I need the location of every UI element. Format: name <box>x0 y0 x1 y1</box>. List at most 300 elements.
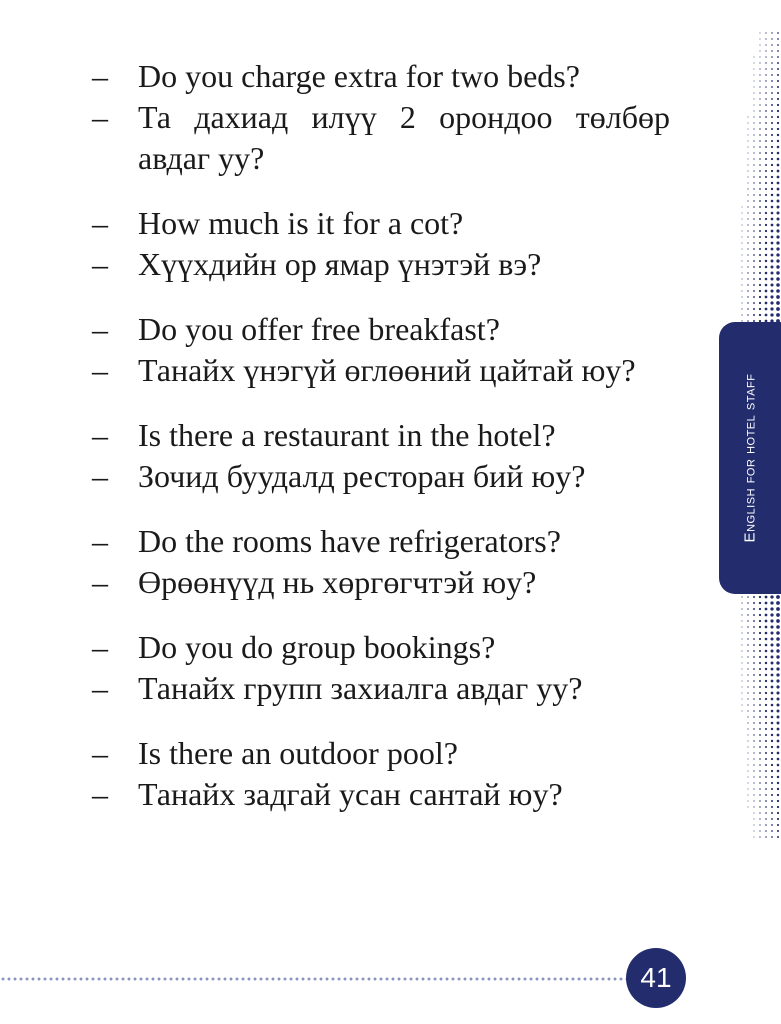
halftone-dot <box>765 722 767 724</box>
halftone-dot <box>771 140 773 142</box>
halftone-dot <box>747 650 748 651</box>
halftone-dot <box>765 302 768 305</box>
halftone-dot <box>765 710 767 712</box>
halftone-dot <box>765 122 767 124</box>
phrase-group <box>92 627 670 709</box>
halftone-dot <box>748 801 749 802</box>
halftone-dot <box>759 254 761 256</box>
halftone-dot <box>765 176 767 178</box>
halftone-dot <box>747 290 748 291</box>
halftone-dot <box>765 260 767 262</box>
halftone-dot <box>741 644 742 645</box>
halftone-dot <box>765 146 767 148</box>
phrase-group <box>92 56 670 179</box>
halftone-dot <box>765 284 768 287</box>
halftone-dot <box>765 602 768 605</box>
halftone-dot <box>759 806 760 807</box>
halftone-dot <box>741 296 742 297</box>
halftone-dot <box>754 57 755 58</box>
halftone-dot <box>753 266 755 268</box>
halftone-dot <box>771 668 774 671</box>
halftone-dot <box>771 260 774 263</box>
halftone-dot <box>776 655 779 658</box>
halftone-dot <box>747 752 748 753</box>
halftone-dot <box>765 770 767 772</box>
dash-bullet: – <box>92 670 108 706</box>
halftone-dot <box>759 194 761 196</box>
phrase-line-mongolian <box>92 97 670 179</box>
halftone-dot <box>759 176 761 178</box>
halftone-dot <box>771 722 774 725</box>
halftone-dot <box>759 266 761 268</box>
phrase-line-english <box>92 415 670 456</box>
halftone-dot <box>753 704 755 706</box>
side-tab-label: English for hotel staff <box>741 373 759 543</box>
halftone-dot <box>747 254 748 255</box>
dash-bullet: – <box>92 352 108 388</box>
halftone-dot <box>747 620 748 621</box>
halftone-dot <box>771 158 773 160</box>
halftone-dot <box>748 135 749 136</box>
halftone-dot <box>771 776 773 778</box>
halftone-dot <box>759 656 761 658</box>
halftone-dot <box>771 770 773 772</box>
halftone-dot <box>777 728 780 731</box>
halftone-dot <box>753 782 754 783</box>
halftone-dot <box>753 212 755 214</box>
halftone-dot <box>765 692 767 694</box>
halftone-dot <box>759 626 761 628</box>
halftone-dot <box>753 308 755 310</box>
phrase-text: Танайх үнэгүй өглөөний цайтай юу? <box>138 352 636 388</box>
halftone-dot <box>754 63 755 64</box>
halftone-dot <box>771 698 774 701</box>
halftone-dot <box>771 806 773 808</box>
halftone-dot <box>765 704 767 706</box>
phrase-group <box>92 521 670 603</box>
halftone-dot <box>759 824 760 825</box>
halftone-dot <box>759 728 761 730</box>
halftone-dot <box>765 212 767 214</box>
halftone-dot <box>753 680 755 682</box>
halftone-dot <box>770 301 773 304</box>
halftone-dot <box>777 122 779 124</box>
halftone-dot <box>747 272 748 273</box>
halftone-dot <box>759 710 761 712</box>
halftone-dot <box>777 794 779 796</box>
halftone-dot <box>765 788 767 790</box>
halftone-dot <box>753 692 755 694</box>
halftone-dot <box>741 278 742 279</box>
halftone-dot <box>753 176 754 177</box>
phrase-line-mongolian <box>92 244 670 285</box>
phrase-line-english <box>92 203 670 244</box>
halftone-dot <box>765 158 767 160</box>
halftone-dot <box>777 800 779 802</box>
halftone-dot <box>753 776 754 777</box>
halftone-dot <box>759 248 761 250</box>
halftone-dot <box>759 158 761 160</box>
halftone-dot <box>741 314 742 315</box>
halftone-dot <box>771 74 773 76</box>
halftone-dot <box>776 247 779 250</box>
halftone-dot <box>771 122 773 124</box>
halftone-dot <box>765 734 767 736</box>
halftone-dot <box>747 764 748 765</box>
halftone-dot <box>741 260 742 261</box>
halftone-dot <box>777 824 779 826</box>
halftone-dot <box>765 314 768 317</box>
halftone-dot <box>759 260 761 262</box>
halftone-dot <box>771 194 773 196</box>
halftone-dot <box>771 128 773 130</box>
halftone-dot <box>765 644 768 647</box>
halftone-dot <box>759 602 761 604</box>
halftone-dot <box>765 698 767 700</box>
phrase-line-english <box>92 627 670 668</box>
halftone-dot <box>759 140 761 142</box>
phrase-text: Do you charge extra for two beds? <box>138 58 580 94</box>
halftone-dot <box>753 686 755 688</box>
halftone-dot <box>753 626 755 628</box>
halftone-dot <box>776 301 780 305</box>
halftone-dot <box>759 134 760 135</box>
halftone-dot <box>777 830 779 832</box>
halftone-dot <box>765 164 767 166</box>
halftone-dot <box>776 307 780 311</box>
halftone-dot <box>748 777 749 778</box>
halftone-dot <box>753 194 754 195</box>
halftone-dot <box>747 260 748 261</box>
halftone-dot <box>759 146 761 148</box>
halftone-dot <box>771 188 773 190</box>
halftone-dot <box>753 152 754 153</box>
halftone-dot <box>753 278 755 280</box>
halftone-dot <box>753 722 754 723</box>
halftone-dot <box>747 176 748 177</box>
halftone-dot <box>771 170 773 172</box>
dash-bullet: – <box>92 417 108 453</box>
halftone-dot <box>765 32 766 33</box>
halftone-dot <box>753 98 754 99</box>
halftone-dot <box>748 807 749 808</box>
halftone-dot <box>753 806 754 807</box>
halftone-dot <box>759 704 761 706</box>
halftone-dot <box>753 650 755 652</box>
halftone-dot <box>753 716 754 717</box>
halftone-dot <box>759 758 761 760</box>
halftone-dot <box>771 704 774 707</box>
halftone-dot <box>765 632 768 635</box>
halftone-dot <box>759 38 760 39</box>
halftone-dot <box>753 236 755 238</box>
halftone-dot <box>770 313 773 316</box>
halftone-dot <box>753 140 754 141</box>
halftone-dot <box>759 674 761 676</box>
halftone-dot <box>770 277 773 280</box>
halftone-dot <box>765 830 767 832</box>
halftone-dot <box>753 242 755 244</box>
halftone-dot <box>759 122 760 123</box>
halftone-dot <box>753 116 754 117</box>
halftone-dot <box>747 704 748 705</box>
halftone-dot <box>771 662 774 665</box>
halftone-dot <box>765 674 767 676</box>
halftone-dot <box>753 638 755 640</box>
halftone-dot <box>765 626 768 629</box>
halftone-dot <box>765 266 768 269</box>
halftone-dot <box>753 620 755 622</box>
halftone-dot <box>765 662 767 664</box>
halftone-dot <box>759 110 760 111</box>
halftone-dot <box>759 686 761 688</box>
halftone-dot <box>753 644 755 646</box>
halftone-dot <box>771 230 774 233</box>
halftone-dot <box>741 614 742 615</box>
halftone-dot <box>741 302 742 303</box>
halftone-dot <box>759 650 761 652</box>
halftone-dot <box>742 711 743 712</box>
halftone-dot <box>765 62 766 63</box>
halftone-dot <box>759 92 760 93</box>
halftone-dot <box>759 620 761 622</box>
phrase-group <box>92 309 670 391</box>
halftone-dot <box>747 674 748 675</box>
halftone-dot <box>753 290 755 292</box>
halftone-dot <box>759 302 761 304</box>
halftone-dot <box>771 764 773 766</box>
halftone-dot <box>771 728 773 730</box>
halftone-dot <box>777 86 779 88</box>
halftone-dot <box>771 248 774 251</box>
halftone-dot <box>765 92 767 94</box>
halftone-dot <box>765 650 768 653</box>
halftone-dot <box>759 752 761 754</box>
halftone-dot <box>777 164 780 167</box>
halftone-dot <box>771 56 773 58</box>
halftone-dot <box>747 656 748 657</box>
halftone-dot <box>776 601 780 605</box>
dash-bullet: – <box>92 735 108 771</box>
phrase-text: Is there a restaurant in the hotel? <box>138 417 556 453</box>
halftone-dot <box>776 667 779 670</box>
halftone-dot <box>747 314 749 316</box>
halftone-dot <box>753 260 755 262</box>
halftone-dot <box>759 638 761 640</box>
halftone-dot <box>753 746 754 747</box>
halftone-dot <box>777 140 779 142</box>
halftone-dot <box>771 830 773 832</box>
halftone-dot <box>771 812 773 814</box>
halftone-dot <box>747 728 748 729</box>
halftone-dot <box>759 284 761 286</box>
halftone-dot <box>771 68 773 70</box>
halftone-dot <box>747 770 748 771</box>
halftone-dot <box>742 231 743 232</box>
halftone-dot <box>765 608 768 611</box>
halftone-dot <box>776 607 780 611</box>
halftone-dot <box>747 596 749 598</box>
halftone-dot <box>747 608 749 610</box>
halftone-dot <box>753 146 754 147</box>
halftone-dot <box>777 740 780 743</box>
halftone-dot <box>771 164 773 166</box>
halftone-dot <box>776 259 779 262</box>
halftone-dot <box>759 662 761 664</box>
halftone-dot <box>759 830 760 831</box>
halftone-dot <box>765 812 767 814</box>
halftone-dot <box>770 307 773 310</box>
halftone-dot <box>771 98 773 100</box>
halftone-dot <box>753 218 755 220</box>
halftone-dot <box>765 128 767 130</box>
halftone-dot <box>771 836 773 838</box>
halftone-dot <box>770 595 773 598</box>
halftone-dot <box>776 619 780 623</box>
halftone-dot <box>765 272 768 275</box>
halftone-dot <box>753 296 755 298</box>
halftone-dot <box>771 782 773 784</box>
halftone-dot <box>753 80 754 81</box>
halftone-dot <box>777 56 779 58</box>
phrase-text: Хүүхдийн ор ямар үнэтэй вэ? <box>138 246 542 282</box>
phrase-text: Танайх групп захиалга авдаг уу? <box>138 670 583 706</box>
halftone-dot <box>741 272 742 273</box>
phrase-line-english <box>92 521 670 562</box>
phrase-group <box>92 415 670 497</box>
halftone-dot <box>765 800 767 802</box>
halftone-dot <box>771 62 773 64</box>
halftone-dot <box>771 788 773 790</box>
halftone-dot <box>765 308 768 311</box>
halftone-dot <box>748 117 749 118</box>
halftone-dot <box>776 253 779 256</box>
halftone-dot <box>765 206 767 208</box>
halftone-dot <box>776 703 779 706</box>
halftone-dot <box>777 782 779 784</box>
halftone-dot <box>765 170 767 172</box>
halftone-dot <box>771 656 774 659</box>
halftone-dot <box>765 656 767 658</box>
halftone-dot <box>759 812 760 813</box>
halftone-dot <box>765 68 766 69</box>
halftone-dot <box>771 680 774 683</box>
halftone-dot <box>747 224 748 225</box>
halftone-dot <box>747 668 748 669</box>
halftone-dot <box>771 206 774 209</box>
halftone-dot <box>776 283 780 287</box>
halftone-dot <box>759 692 761 694</box>
halftone-dot <box>759 608 761 610</box>
halftone-dot <box>777 806 779 808</box>
halftone-dot <box>777 710 780 713</box>
halftone-dot <box>765 56 766 57</box>
halftone-dot <box>753 788 754 789</box>
halftone-dot <box>771 236 774 239</box>
halftone-dot <box>754 75 755 76</box>
halftone-dot <box>754 69 755 70</box>
halftone-dot <box>777 134 779 136</box>
halftone-dot <box>742 213 743 214</box>
halftone-dot <box>747 710 748 711</box>
halftone-dot <box>753 200 754 201</box>
halftone-dot <box>776 277 780 281</box>
halftone-dot <box>765 200 767 202</box>
halftone-dot <box>770 625 773 628</box>
halftone-dot <box>777 80 779 82</box>
halftone-dot <box>759 794 760 795</box>
halftone-dot <box>747 692 748 693</box>
halftone-dot <box>759 734 761 736</box>
halftone-dot <box>748 147 749 148</box>
halftone-dot <box>741 662 742 663</box>
halftone-dot <box>753 770 754 771</box>
halftone-dot <box>759 764 761 766</box>
halftone-dot <box>771 266 774 269</box>
halftone-dot <box>753 170 754 171</box>
halftone-dot <box>742 699 743 700</box>
halftone-dot <box>753 728 754 729</box>
halftone-dot <box>777 776 779 778</box>
halftone-dot <box>759 722 761 724</box>
halftone-dot <box>771 218 774 221</box>
halftone-dot <box>759 698 761 700</box>
halftone-dot <box>771 176 773 178</box>
halftone-dot <box>777 128 779 130</box>
halftone-dot <box>759 188 761 190</box>
halftone-dot <box>759 818 760 819</box>
halftone-dot <box>742 705 743 706</box>
halftone-dot <box>753 752 754 753</box>
halftone-dot <box>741 602 742 603</box>
halftone-dot <box>742 675 743 676</box>
halftone-dot <box>771 110 773 112</box>
halftone-dot <box>776 679 779 682</box>
halftone-dot <box>753 734 754 735</box>
halftone-dot <box>777 200 780 203</box>
halftone-dot <box>753 302 755 304</box>
halftone-dot <box>776 631 780 635</box>
halftone-dot <box>747 170 748 171</box>
halftone-dot <box>742 237 743 238</box>
halftone-dot <box>747 662 748 663</box>
halftone-dot <box>765 140 767 142</box>
halftone-dot <box>753 830 754 831</box>
halftone-dot <box>753 254 755 256</box>
halftone-dot <box>753 158 754 159</box>
halftone-dot <box>759 74 760 75</box>
halftone-dot <box>771 674 774 677</box>
halftone-dot <box>747 206 748 207</box>
halftone-dot <box>765 668 767 670</box>
halftone-dot <box>771 200 774 203</box>
halftone-dot <box>759 80 760 81</box>
halftone-dot <box>741 254 742 255</box>
halftone-dot <box>759 56 760 57</box>
dash-bullet: – <box>92 458 108 494</box>
halftone-dot <box>777 62 779 64</box>
halftone-dot <box>747 248 748 249</box>
halftone-dot <box>770 637 773 640</box>
halftone-dot <box>776 295 780 299</box>
halftone-dot <box>776 673 779 676</box>
halftone-dot <box>759 98 760 99</box>
halftone-dot <box>771 734 773 736</box>
halftone-dot <box>747 242 748 243</box>
halftone-dot <box>753 182 754 183</box>
halftone-dot <box>776 637 780 641</box>
phrase-text: Танайх задгай усан сантай юу? <box>138 776 563 812</box>
